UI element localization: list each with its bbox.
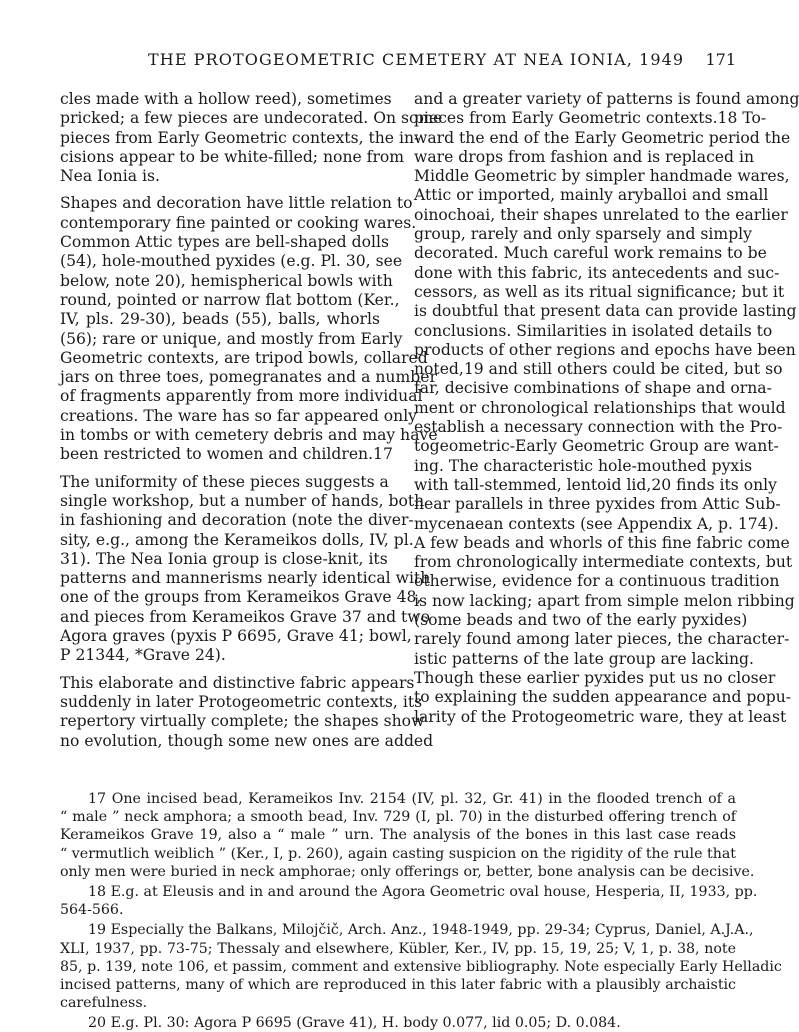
text-line: sity, e.g., among the Kerameikos dolls, IV, pl. — [60, 530, 414, 549]
text-line: P 21344, *Grave 24). — [60, 646, 226, 665]
text-line: round, pointed or narrow flat bottom (Ker., — [60, 290, 400, 309]
text-line: below, note 20), hemispherical bowls with — [60, 271, 393, 290]
text-line: from chronologically intermediate contexts, but — [414, 553, 793, 572]
text-line: Middle Geometric by simpler handmade wares, — [414, 167, 790, 186]
text-line: done with this fabric, its antecedents and suc- — [414, 263, 780, 282]
paragraph-gap — [60, 666, 380, 674]
text-line: IV, pls. 29-30), beads (55), balls, whorls — [60, 310, 380, 329]
text-line: cessors, as well as its ritual significance; but it — [414, 282, 785, 301]
footnote-line: Kerameikos Grave 19, also a “ male ” urn. The analysis of the bones in this last case reads — [60, 827, 736, 844]
text-line: is now lacking; apart from simple melon ribbing — [414, 591, 795, 610]
text-line: in fashioning and decoration (note the diver- — [60, 511, 414, 530]
text-line: in tombs or with cemetery debris and may have — [60, 426, 438, 445]
footnote-line: only men were buried in neck amphorae; only offerings or, better, bone analysis can be decisive. — [60, 863, 755, 880]
text-line: conclusions. Similarities in isolated details to — [414, 321, 773, 340]
running-header — [60, 50, 736, 74]
text-line: of fragments apparently from more individual — [60, 387, 423, 406]
text-line: A few beads and whorls of this fine fabric come — [414, 533, 790, 552]
text-line: been restricted to women and children.17 — [60, 445, 393, 464]
text-line: and pieces from Kerameikos Grave 37 and two — [60, 607, 431, 626]
text-line: establish a necessary connection with the Pro- — [414, 418, 783, 437]
text-line: group, rarely and only sparsely and simply — [414, 225, 752, 244]
running-title: THE PROTOGEOMETRIC CEMETERY AT NEA IONIA, 1949 — [148, 50, 685, 69]
text-line: Nea Ionia is. — [60, 167, 160, 186]
footnotes — [60, 790, 782, 1032]
text-line: ware drops from fashion and is replaced in — [414, 147, 755, 166]
paragraph-gap — [60, 186, 380, 194]
text-line: The uniformity of these pieces suggests a — [60, 472, 389, 491]
text-line: products of other regions and epochs have been — [414, 340, 796, 359]
footnote-line: 564-566. — [60, 902, 124, 919]
text-line: togeometric-Early Geometric Group are want- — [414, 437, 779, 456]
paragraph-gap — [60, 465, 380, 473]
text-line: pieces from Early Geometric contexts, the in- — [60, 128, 420, 147]
text-line: (54), hole-mouthed pyxides (e.g. Pl. 30, see — [60, 252, 403, 271]
text-line: istic patterns of the late group are lacking. — [414, 649, 754, 668]
text-line: mycenaean contexts (see Appendix A, p. 174). — [414, 514, 779, 533]
text-line: no evolution, though some new ones are added — [60, 731, 434, 750]
text-line: jars on three toes, pomegranates and a number — [60, 368, 437, 387]
text-line: ward the end of the Early Geometric period the — [414, 128, 791, 147]
text-line: creations. The ware has so far appeared only — [60, 406, 417, 425]
text-line: contemporary fine painted or cooking wares. — [60, 213, 417, 232]
footnote-line: “ male ” neck amphora; a smooth bead, Inv. 729 (I, pl. 70) in the disturbed offering trench of — [60, 809, 736, 826]
text-line: suddenly in later Protogeometric contexts, its — [60, 692, 423, 711]
footnote-line: 85, p. 139, note 106, et passim, comment and extensive bibliography. Note especially Early Helladic — [60, 958, 782, 975]
text-line: far, decisive combinations of shape and orna- — [414, 379, 772, 398]
text-line: with tall-stemmed, lentoid lid,20 finds its only — [414, 475, 777, 494]
text-line: Agora graves (pyxis P 6695, Grave 41; bowl, — [60, 627, 412, 646]
text-line: 31). The Nea Ionia group is close-knit, its — [60, 549, 388, 568]
left-column — [60, 90, 443, 751]
text-line: Though these earlier pyxides put us no closer — [414, 668, 776, 687]
text-line: and a greater variety of patterns is found among — [414, 90, 799, 108]
text-line: Common Attic types are bell-shaped dolls — [60, 233, 389, 252]
footnote-line: 19 Especially the Balkans, Milojčič, Arch. Anz., 1948-1949, pp. 29-34; Cyprus, Daniel, A.J.A., — [88, 922, 754, 939]
text-line: larity of the Protogeometric ware, they at least — [414, 707, 787, 726]
text-line: pricked; a few pieces are undecorated. On some — [60, 109, 443, 128]
footnote-line: 17 One incised bead, Kerameikos Inv. 2154 (IV, pl. 32, Gr. 41) in the flooded trench of a — [88, 791, 736, 807]
text-line: repertory virtually complete; the shapes show — [60, 712, 425, 731]
text-line: to explaining the sudden appearance and popu- — [414, 688, 792, 707]
footnote-line: incised patterns, many of which are reproduced in this later fabric with a plausibly archaistic — [60, 976, 736, 993]
footnote-line: XLI, 1937, pp. 73-75; Thessaly and elsewhere, Kübler, Ker., IV, pp. 15, 19, 25; V, 1, p. 38, note — [60, 940, 736, 957]
footnote-line: carefulness. — [60, 995, 148, 1012]
text-line: oinochoai, their shapes unrelated to the earlier — [414, 205, 788, 224]
footnote-line: 18 E.g. at Eleusis and in and around the Agora Geometric oval house, Hesperia, II, 1933, pp. — [88, 883, 758, 900]
footnote-line: “ vermutlich weiblich ” (Ker., I, p. 260), again casting suspicion on the rigidity of the rule that — [60, 845, 736, 862]
text-line: cisions appear to be white-filled; none from — [60, 147, 405, 166]
text-line: pieces from Early Geometric contexts.18 To- — [414, 109, 767, 128]
text-line: rarely found among later pieces, the character- — [414, 630, 790, 649]
text-line: patterns and mannerisms nearly identical with — [60, 569, 431, 588]
text-line: Geometric contexts, are tripod bowls, collared — [60, 348, 428, 367]
text-line: one of the groups from Kerameikos Grave 48, — [60, 588, 422, 607]
text-line: Shapes and decoration have little relation to — [60, 194, 413, 213]
text-line: noted,19 and still others could be cited, but so — [414, 360, 783, 379]
text-line: (some beads and two of the early pyxides) — [414, 611, 748, 630]
text-line: decorated. Much careful work remains to be — [414, 244, 767, 263]
text-line: near parallels in three pyxides from Attic Sub- — [414, 495, 781, 514]
text-line: (56); rare or unique, and mostly from Early — [60, 329, 403, 348]
text-line: Attic or imported, mainly aryballoi and small — [414, 186, 769, 205]
page-number: 171 — [705, 50, 736, 69]
right-column — [414, 90, 799, 727]
footnote-line: 20 E.g. Pl. 30: Agora P 6695 (Grave 41), H. body 0.077, lid 0.05; D. 0.084. — [88, 1015, 621, 1032]
text-line: ment or chronological relationships that would — [414, 398, 786, 417]
text-line: otherwise, evidence for a continuous tradition — [414, 572, 780, 591]
text-line: cles made with a hollow reed), sometimes — [60, 90, 392, 108]
text-line: is doubtful that present data can provide lasting — [414, 302, 797, 321]
text-line: ing. The characteristic hole-mouthed pyxis — [414, 456, 753, 475]
text-line: This elaborate and distinctive fabric appears — [60, 673, 415, 692]
text-line: single workshop, but a number of hands, both — [60, 491, 425, 510]
